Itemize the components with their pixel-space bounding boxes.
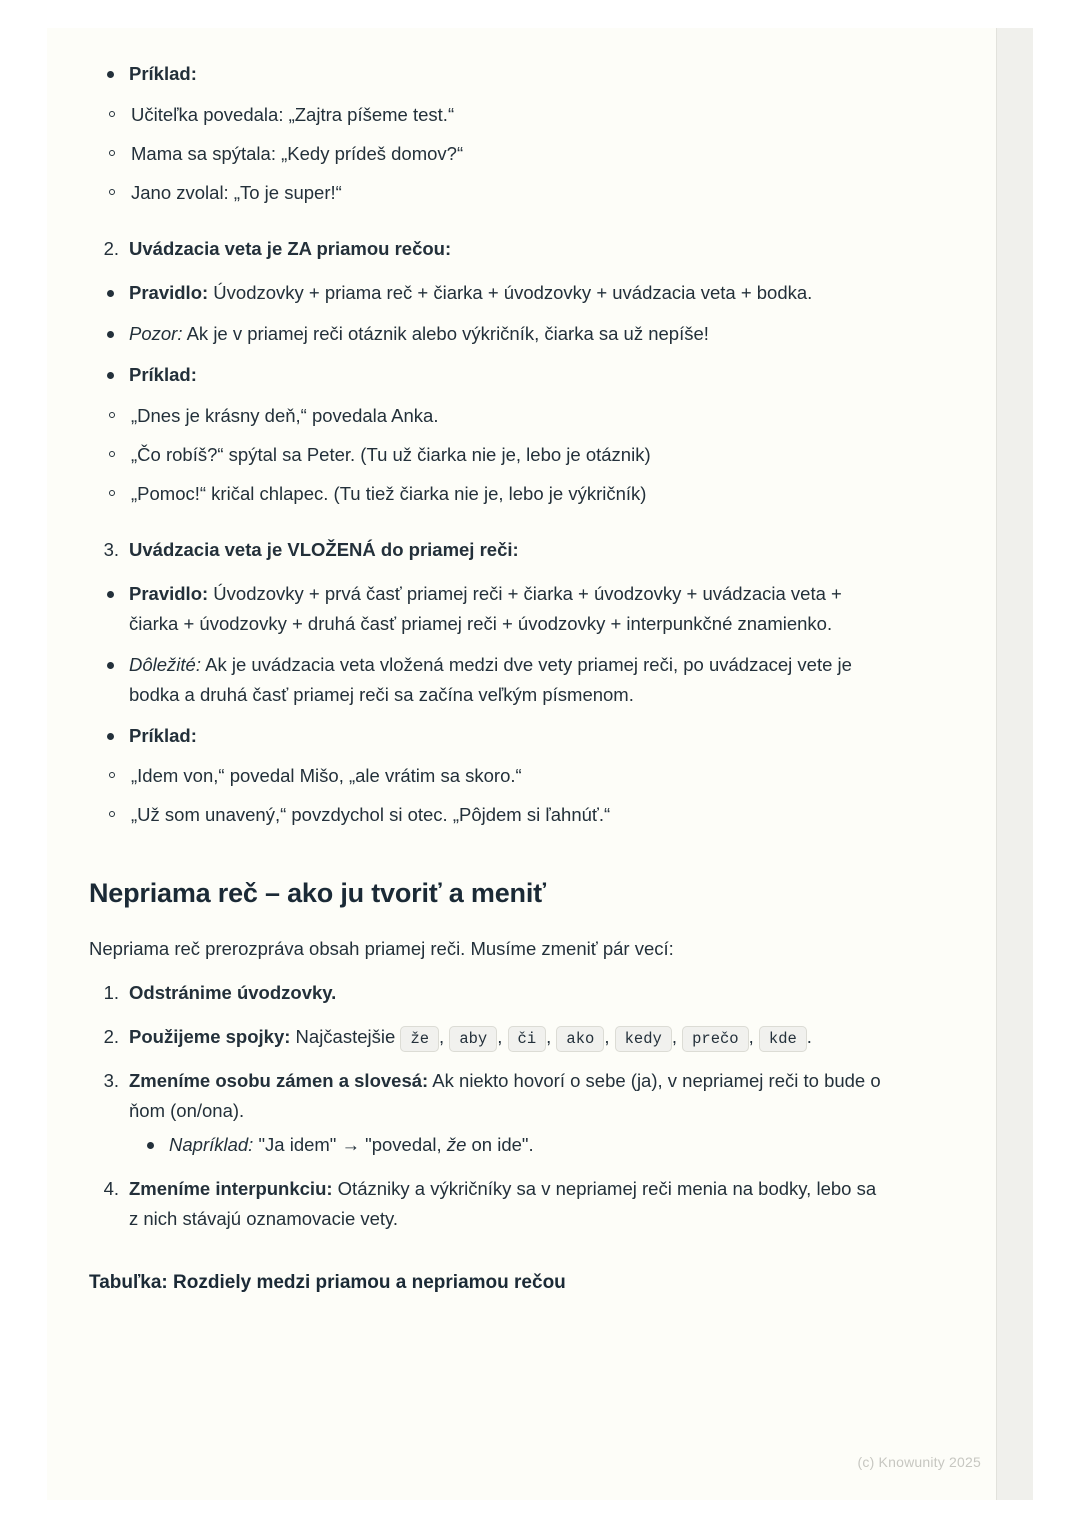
conjunction-chips: že , aby , či , ako , kedy , prečo , kde . [400,1026,812,1047]
step-3 [89,1066,889,1160]
list-item: „Dnes je krásny deň,“ povedala Anka. [89,401,889,431]
page-scroll-gutter[interactable] [996,28,1033,1500]
step-1 [89,978,889,1008]
item3-pravidlo-text: Úvodzovky + prvá časť priamej reči + čiarka + úvodzovky + uvádzacia veta + čiarka + úvodzovky + druhá časť priamej reči + úvodzovky + interpunkčné znamienko. [129,582,842,634]
document-page [47,28,1033,1500]
chip-ci: či [508,1026,547,1052]
item3-example-list [89,761,889,830]
step-3-sub-italic: že [446,1134,467,1156]
item2-pravidlo-text: Úvodzovky + priama reč + čiarka + úvodzovky + uvádzacia veta + bodka. [208,281,813,303]
list-item: Mama sa spýtala: „Kedy prídeš domov?“ [89,139,889,169]
list-marker: 2. [103,237,119,259]
list-item: „Idem von,“ povedal Mišo, „ale vrátim sa skoro.“ [89,761,889,791]
pozor-label: Pozor: [129,322,183,344]
step-3-sub-before: "Ja idem" → "povedal, [253,1134,447,1156]
item3-details [89,579,889,751]
step-4-label: Zmeníme interpunkciu: [129,1178,333,1200]
item2-title: Uvádzacia veta je ZA priamou rečou: [129,237,452,259]
list-item: „Pomoc!“ kričal chlapec. (Tu tiež čiarka nie je, lebo je výkričník) [89,479,889,509]
chip-kedy: kedy [615,1026,672,1052]
list-item [89,579,889,639]
section-heading: Nepriama reč – ako ju tvoriť a meniť [89,878,546,909]
list-item: Učiteľka povedala: „Zajtra píšeme test.“ [89,100,889,130]
top-example-list [89,59,889,89]
dolezite-label: Dôležité: [129,653,201,675]
item2-details [89,278,889,390]
numbered-item-2 [89,234,889,264]
chip-ze: že [400,1026,439,1052]
list-item: „Už som unavený,“ povzdychol si otec. „Pôjdem si ľahnúť.“ [89,800,889,830]
step-3-label: Zmeníme osobu zámen a slovesá: [129,1070,429,1092]
watermark: (c) Knowunity 2025 [857,1454,981,1470]
top-example-sublist [89,100,889,208]
step-2-label: Použijeme spojky: [129,1026,291,1048]
section-intro: Nepriama reč prerozpráva obsah priamej reči. Musíme zmeniť pár vecí: [89,938,674,960]
step-4 [89,1174,889,1234]
list-marker: 4. [103,1178,119,1200]
step-3-text: Ak niekto hovorí o sebe (ja), v nepriamej reči to bude o ňom (on/ona). [129,1070,881,1122]
list-marker: 3. [103,1070,119,1092]
chip-ako: ako [556,1026,604,1052]
chip-aby: aby [449,1026,497,1052]
item3-title: Uvádzacia veta je VLOŽENÁ do priamej reči: [129,538,519,560]
pravidlo-label: Pravidlo: [129,281,209,303]
list-marker: 1. [103,982,119,1004]
document-content [89,48,889,1299]
list-marker: 2. [103,1026,119,1048]
napriklad-label: Napríklad: [169,1134,254,1156]
list-item [89,360,889,390]
step-3-sublist [129,1130,889,1160]
priklad-label: Príklad: [129,63,197,84]
item2-example-list [89,401,889,509]
pravidlo-label: Pravidlo: [129,582,209,604]
step-4-text: Otázniky a výkričníky sa v nepriamej reči menia na bodky, lebo sa z nich stávajú oznamovacie vety. [129,1178,877,1230]
list-item [89,59,889,89]
numbered-item-3 [89,535,889,565]
list-item [89,319,889,349]
chip-preco: prečo [682,1026,749,1052]
step-1-label: Odstránime úvodzovky. [129,982,337,1004]
item2-pozor-text: Ak je v priamej reči otáznik alebo výkričník, čiarka sa už nepíše! [182,322,709,344]
step-2 [89,1022,889,1052]
list-item: „Čo robíš?“ spýtal sa Peter. (Tu už čiarka nie je, lebo je otáznik) [89,440,889,470]
chip-kde: kde [759,1026,807,1052]
priklad-label: Príklad: [129,363,197,385]
priklad-label: Príklad: [129,724,197,746]
list-item [89,650,889,710]
step-3-sub-after: on ide". [466,1134,534,1156]
item3-dolezite-text: Ak je uvádzacia veta vložená medzi dve vety priamej reči, po uvádzacej vete je bodka a druhá časť priamej reči sa začína veľkým písmenom. [129,653,852,705]
list-item [129,1130,889,1160]
list-item [89,721,889,751]
step-2-text: Najčastejšie [290,1026,396,1048]
list-item: Jano zvolal: „To je super!“ [89,178,889,208]
list-marker: 3. [103,538,119,560]
table-caption: Tabuľka: Rozdiely medzi priamou a nepriamou rečou [89,1272,566,1294]
list-item [89,278,889,308]
